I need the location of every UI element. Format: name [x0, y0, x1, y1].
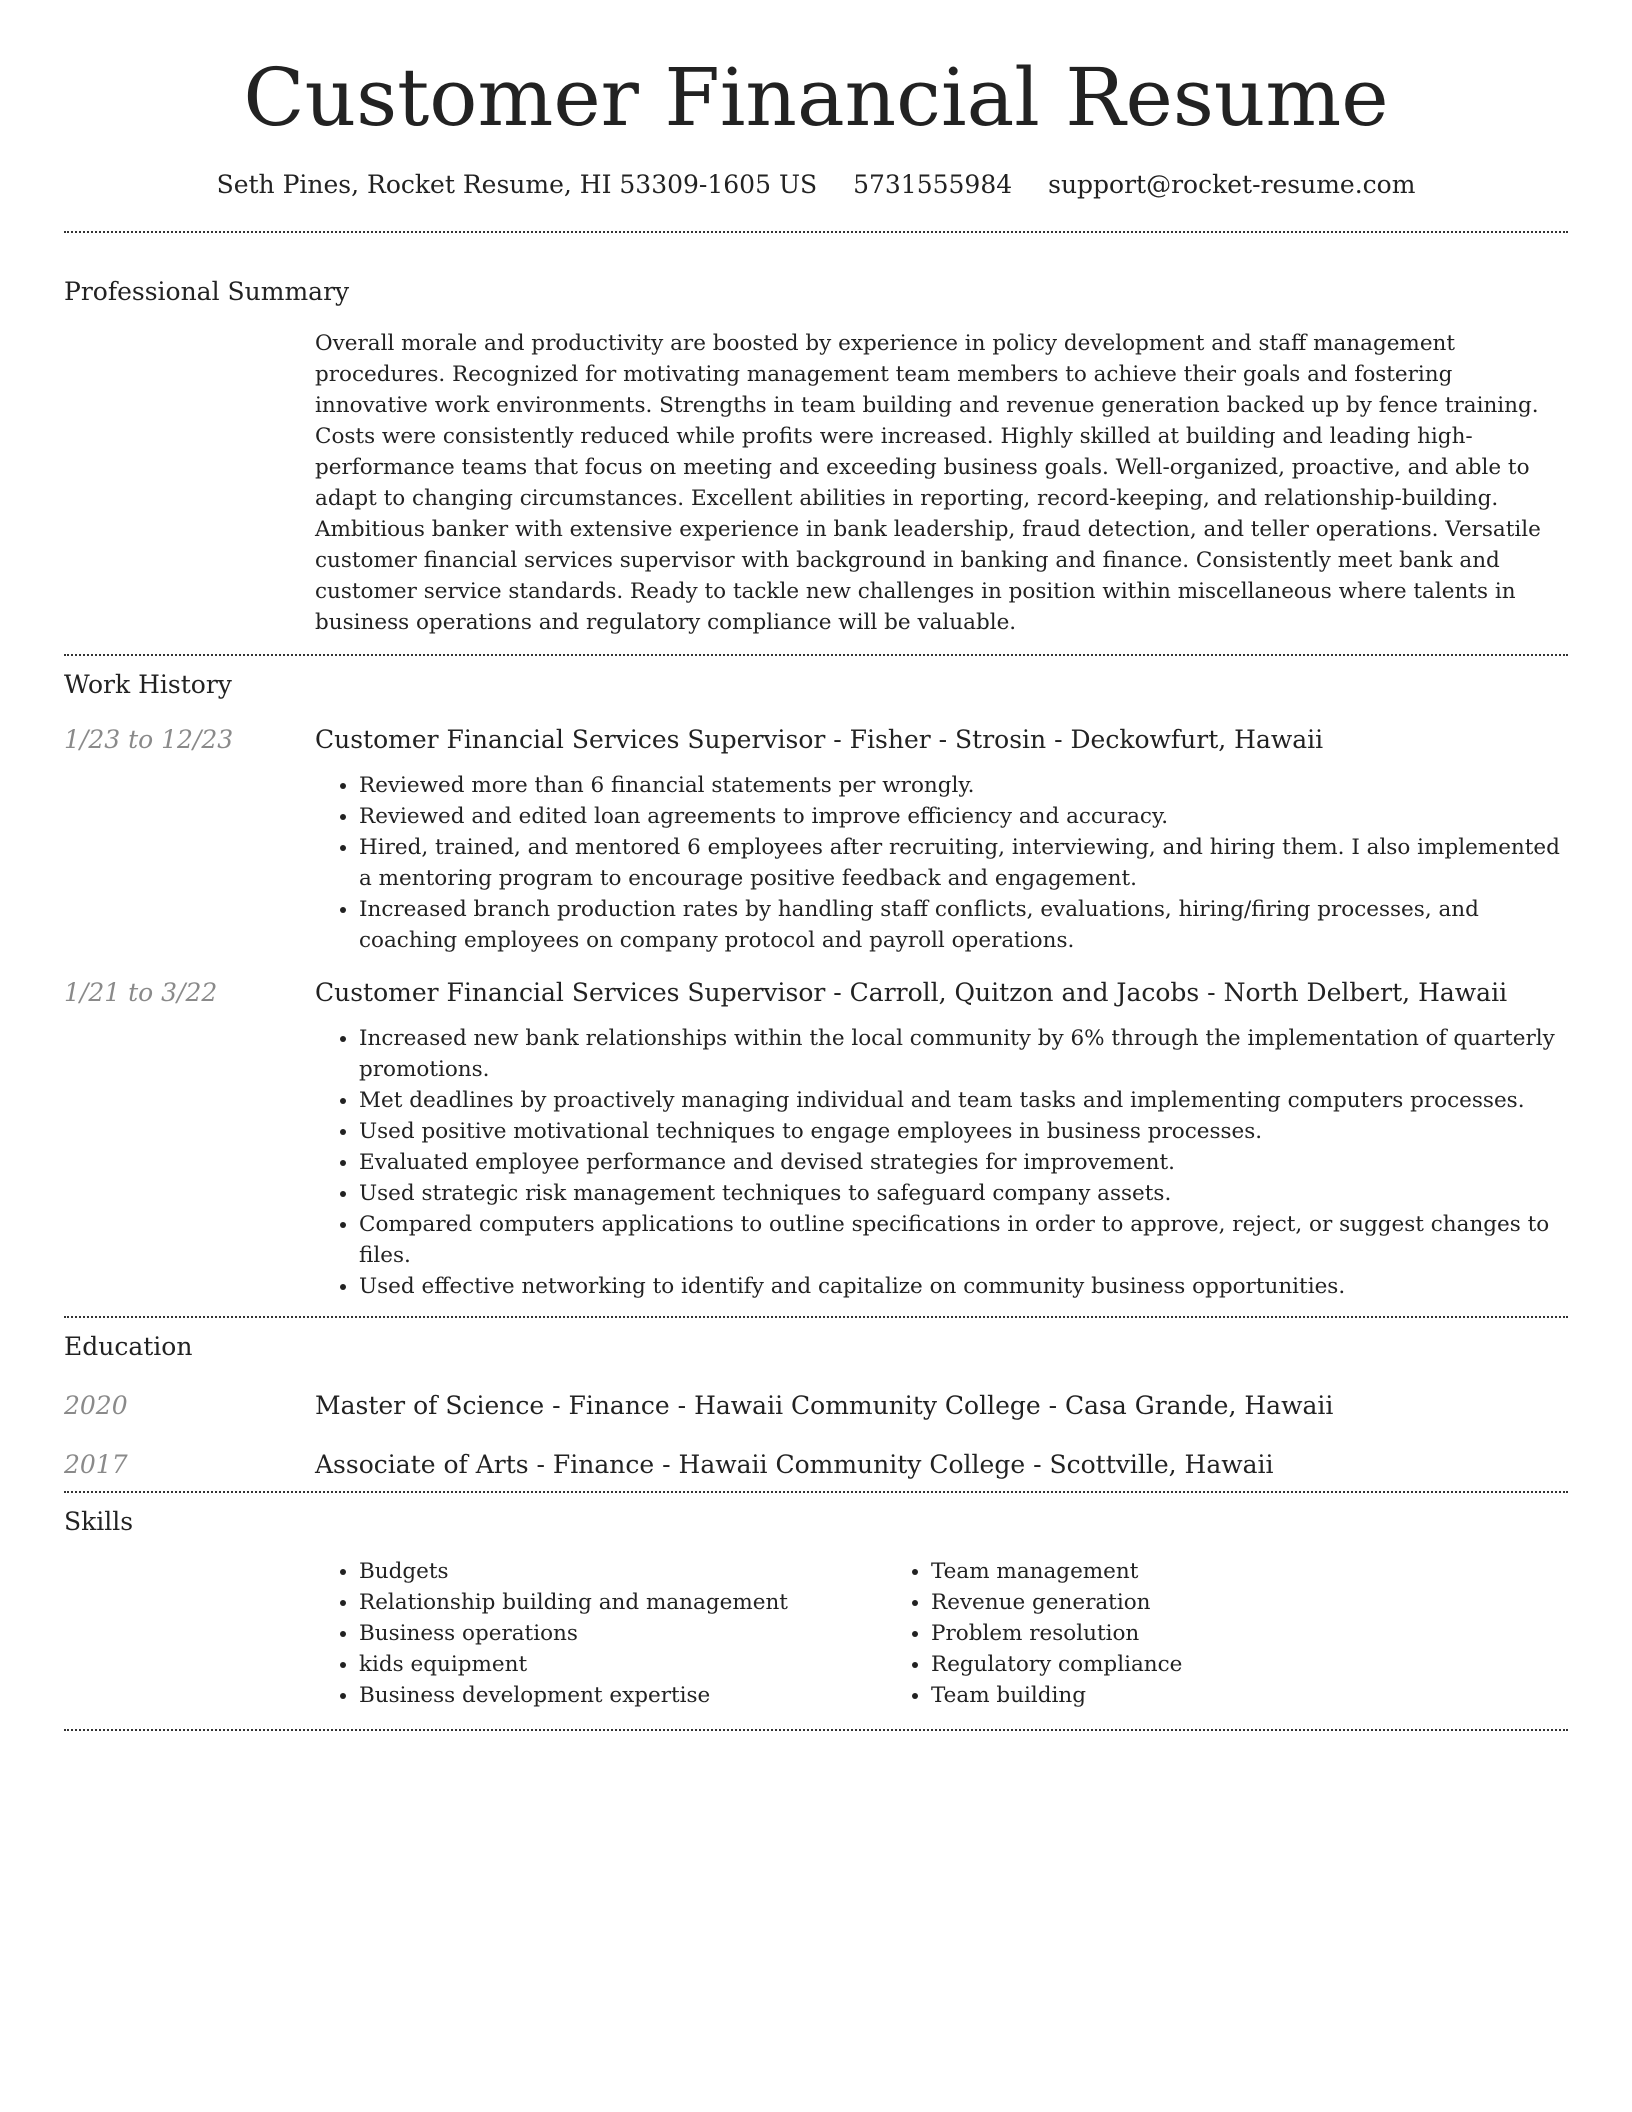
divider: [64, 654, 1568, 656]
contact-phone: 5731555984: [853, 170, 1013, 199]
summary-text: Overall morale and productivity are boosted by experience in policy development and staff management procedures. Recognized for motivating management team members to achieve their goals and fostering innovative work environments. Strengths in team building and revenue generation backed up by fence training. Costs were consistently reduced while profits were increased. Highly skilled at building and leading high-performance teams that focus on meeting and exceeding business goals. Well-organized, proactive, and able to adapt to changing circumstances. Excellent abilities in reporting, record-keeping, and relationship-building. Ambitious banker with extensive experience in bank leadership, fraud detection, and teller operations. Versatile customer financial services supervisor with background in banking and finance. Consistently meet bank and customer service standards. Ready to tackle new challenges in position within miscellaneous where talents in business operations and regulatory compliance will be valuable.: [315, 331, 1541, 635]
skill-item: • Regulatory compliance: [931, 1649, 1387, 1680]
divider: [64, 231, 1568, 233]
job-dates: 1/21 to 3/22: [64, 978, 218, 1007]
job-bullet: • Used positive motivational techniques to engage employees in business processes.: [359, 1116, 1568, 1147]
contact-line: [64, 170, 1568, 199]
divider: [64, 1729, 1568, 1731]
summary-heading: Professional Summary: [64, 277, 350, 306]
job-bullet: • Increased new bank relationships within the local community by 6% through the implementation of quarterly promotions.: [359, 1023, 1568, 1085]
job-title: Customer Financial Services Supervisor - Carroll, Quitzon and Jacobs - North Delbert, Hawaii: [315, 978, 1508, 1007]
skill-item: • Team building: [931, 1680, 1387, 1711]
resume-title: Customer Financial Resume: [243, 51, 1389, 144]
job-entry: [64, 725, 1568, 956]
education-entry: [64, 1450, 1568, 1479]
job-bullet: • Used effective networking to identify and capitalize on community business opportunities.: [359, 1271, 1568, 1302]
skill-item: • Business development expertise: [359, 1680, 887, 1711]
skill-item: • kids equipment: [359, 1649, 887, 1680]
job-dates: 1/23 to 12/23: [64, 725, 234, 754]
education-entry: [64, 1391, 1568, 1420]
skills-list: [315, 1556, 1568, 1711]
job-bullets: [315, 770, 1568, 956]
job-header: [64, 978, 1568, 1007]
skills-heading: Skills: [64, 1507, 134, 1536]
job-bullet: • Hired, trained, and mentored 6 employees after recruiting, interviewing, and hiring them. I also implemented a mentoring program to encourage positive feedback and engagement.: [359, 832, 1568, 894]
job-header: [64, 725, 1568, 754]
skill-item: • Team management: [931, 1556, 1387, 1587]
education-heading: Education: [64, 1332, 193, 1361]
job-bullet: • Increased branch production rates by handling staff conflicts, evaluations, hiring/firing processes, and coaching employees on company protocol and payroll operations.: [359, 894, 1568, 956]
skill-item: • Budgets: [359, 1556, 887, 1587]
skills-column-right: [887, 1556, 1387, 1711]
job-bullet: • Met deadlines by proactively managing individual and team tasks and implementing computers processes.: [359, 1085, 1568, 1116]
education-degree: Master of Science - Finance - Hawaii Community College - Casa Grande, Hawaii: [315, 1391, 1334, 1420]
skill-item: • Relationship building and management: [359, 1587, 887, 1618]
job-bullet: • Reviewed and edited loan agreements to improve efficiency and accuracy.: [359, 801, 1568, 832]
job-entry: [64, 978, 1568, 1302]
skills-column-left: [315, 1556, 887, 1711]
skill-item: • Problem resolution: [931, 1618, 1387, 1649]
job-bullet: • Compared computers applications to outline specifications in order to approve, reject, or suggest changes to files.: [359, 1209, 1568, 1271]
skill-item: • Business operations: [359, 1618, 887, 1649]
skill-item: • Revenue generation: [931, 1587, 1387, 1618]
divider: [64, 1491, 1568, 1493]
job-bullets: [315, 1023, 1568, 1302]
divider: [64, 1316, 1568, 1318]
education-year: 2017: [64, 1450, 128, 1479]
work-history-heading: Work History: [64, 670, 232, 699]
job-bullet: • Used strategic risk management techniques to safeguard company assets.: [359, 1178, 1568, 1209]
job-bullet: • Evaluated employee performance and devised strategies for improvement.: [359, 1147, 1568, 1178]
job-title: Customer Financial Services Supervisor - Fisher - Strosin - Deckowfurt, Hawaii: [315, 725, 1324, 754]
contact-address: Seth Pines, Rocket Resume, HI 53309-1605 US: [216, 170, 818, 199]
contact-email: support@rocket-resume.com: [1048, 170, 1416, 199]
education-year: 2020: [64, 1391, 128, 1420]
education-degree: Associate of Arts - Finance - Hawaii Community College - Scottville, Hawaii: [315, 1450, 1274, 1479]
job-bullet: • Reviewed more than 6 financial statements per wrongly.: [359, 770, 1568, 801]
